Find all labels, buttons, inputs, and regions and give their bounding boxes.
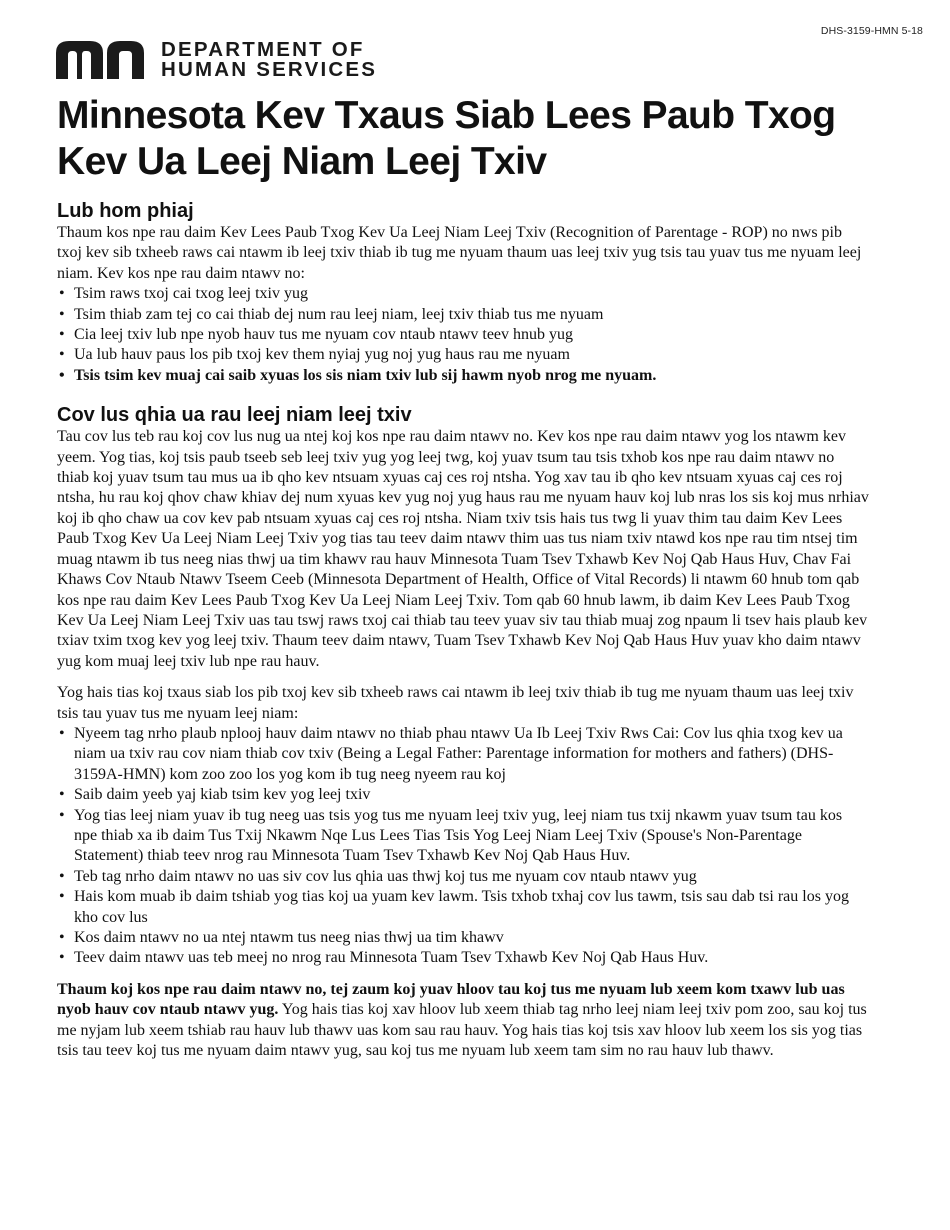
info-paragraph-1: Tau cov lus teb rau koj cov lus nug ua ntej koj kos npe rau daim ntawv no. Kev kos npe rau daim ntawv yog los ntawm kev yeem. Yog tias, koj tsis paub tseeb seb leej txiv yug yog leej twg, koj yuav tsum tau tsis txhob kos npe rau daim ntawv no thiab koj yuav tsum tau mus ua ib qho kev ntsuam xyuas caj ces roj ntsha. Yog xav tau ib qho kev ntsuam xyuas caj ces roj ntsha, hu rau koj qhov chaw khiav dej num xyuas kev yug noj yug haus rau me nyuam hauv koj lub nras los sis koj mus nrhiav koj ib qho chaw ua cov kev pab ntsuam xyuas caj ces roj ntsha. Niam txiv tsis hais tus twg li yuav thim tau daim Kev Lees Paub Txog Kev Ua Leej Niam Leej Txiv yog tias tau teev daim ntawv thim uas tus niam txiv ntawd kos npe rau tim ntsej tim muag ntawm ib tus neeg nias thwj ua tim khawv rau hauv Minnesota Tuam Tsev Txhawb Kev Noj Qab Haus Huv, Chav Fai Khaws Cov Ntaub Ntawv Tseem Ceeb (Minnesota Department of Health, Office of Vital Records) li ntawm 60 hnub tom qab kos npe rau daim Kev Lees Paub Txog Kev Ua Leej Niam Leej Txiv. Tom qab 60 hnub lawm, ib daim Kev Lees Paub Txog Kev Ua Leej Niam Leej Txiv uas tau tswj raws txoj cai thiab tau teev yuav siv tau thiab muaj zog npaum li tsev hais plaub kev txiav txim txog kev yog leej txiv. Thaum teev daim ntawv, Tuam Tsev Txhawb Kev Noj Qab Haus Huv yuav kho daim ntawv yug kom muaj leej txiv lub npe rau hauv. — [57, 428, 869, 670]
list-item: • Kos daim ntawv no ua ntej ntawm tus neeg nias thwj ua tim khawv — [57, 928, 869, 948]
list-item: • Tsim thiab zam tej co cai thiab dej num rau leej niam, leej txiv thiab tus me nyuam — [57, 305, 869, 325]
list-item: • Nyeem tag nrho plaub nplooj hauv daim ntawv no thiab phau ntawv Ua Ib Leej Txiv Rws Cai: Cov lus qhia txog kev ua niam ua txiv rau cov niam thiab cov txiv (Being a Legal Father: Parentage information for mothers and fathers) (DHS-3159A-HMN) kom zoo zoo los yog kom ib tug neeg nyeem rau koj — [57, 724, 869, 785]
purpose-heading: Lub hom phiaj — [57, 200, 194, 222]
purpose-list — [57, 284, 869, 386]
page-title: Minnesota Kev Txaus Siab Lees Paub Txog Kev Ua Leej Niam Leej Txiv — [57, 94, 836, 183]
list-item-bold: • Tsis tsim kev muaj cai saib xyuas los sis niam txiv lub sij hawm nyob nrog me nyuam. — [57, 366, 869, 386]
list-item: • Yog tias leej niam yuav ib tug neeg uas tsis yog tus me nyuam leej txiv yug, leej niam tus txij nkawm yuav tsum tau kos npe thiab xa ib daim Tus Txij Nkawm Nqe Lus Lees Tias Tsis Yog Leej Niam Leej Txiv (Spouse's Non-Parentage Statement) thiab teev nrog rau Minnesota Tuam Tsev Txhawb Kev Noj Qab Haus Huv. — [57, 806, 869, 867]
info-paragraph-3-bold: Thaum koj kos npe rau daim ntawv no, tej zaum koj yuav hloov tau koj tus me nyuam lub xeem kom txawv lub uas nyob hauv cov ntaub ntawv yug. — [57, 980, 845, 1019]
dhs-logo — [56, 38, 377, 80]
list-item: • Ua lub hauv paus los pib txoj kev them nyiaj yug noj yug haus rau me nyuam — [57, 345, 869, 365]
info-paragraph-3-rest: Yog hais tias koj xav hloov lub xeem thiab tag nrho leej niam leej txiv pom zoo, sau koj tus me nyjam lub xeem tshiab rau hauv lub thawv uas kom sau rau hauv. Yog hais tias koj tsis xav hloov lub xeem los sis yog tias tsis tau teev koj tus me nyuam daim ntawv yug, sau koj tus me nyuam lub xeem tam sim no rau hauv lub thawv. — [57, 1001, 867, 1060]
list-item: • Tsim raws txoj cai txog leej txiv yug — [57, 284, 869, 304]
form-number: DHS-3159-HMN 5-18 — [820, 25, 923, 37]
mn-logo-icon — [56, 39, 144, 79]
department-name-line1: DEPARTMENT OF — [161, 38, 365, 61]
info-paragraph-2: Yog hais tias koj txaus siab los pib txoj kev sib txheeb raws cai ntawm ib leej txiv thiab ib tug me nyuam thaum uas leej txiv tsis tau yuav tus me nyuam leej niam: — [57, 684, 854, 722]
department-name-line2: HUMAN SERVICES — [161, 58, 378, 81]
list-item: • Cia leej txiv lub npe nyob hauv tus me nyuam cov ntaub ntawv teev hnub yug — [57, 325, 869, 345]
info-heading: Cov lus qhia ua rau leej niam leej txiv — [57, 404, 412, 427]
info-paragraph-3 — [57, 980, 869, 1062]
list-item: • Teev daim ntawv uas teb meej no nrog rau Minnesota Tuam Tsev Txhawb Kev Noj Qab Haus Huv. — [57, 948, 869, 968]
department-name — [161, 40, 377, 80]
list-item: • Saib daim yeeb yaj kiab tsim kev yog leej txiv — [57, 785, 869, 805]
purpose-intro: Thaum kos npe rau daim Kev Lees Paub Txog Kev Ua Leej Niam Leej Txiv (Recognition of Parentage - ROP) no nws pib txoj kev sib txheeb raws cai ntawm ib leej txiv thiab ib tug me nyuam thaum uas leej txiv yug tsis tau yuav tus me nyuam leej niam. Kev kos npe rau daim ntawv no: — [57, 224, 862, 282]
document-body — [57, 93, 869, 1061]
list-item: • Hais kom muab ib daim tshiab yog tias koj ua yuam kev lawm. Tsis txhob txhaj cov lus tawm, tsis sau dab tsi rau los yog kho cov lus — [57, 887, 869, 928]
instructions-list — [57, 724, 869, 969]
list-item: • Teb tag nrho daim ntawv no uas siv cov lus qhia uas thwj koj tus me nyuam cov ntaub ntawv yug — [57, 867, 869, 887]
